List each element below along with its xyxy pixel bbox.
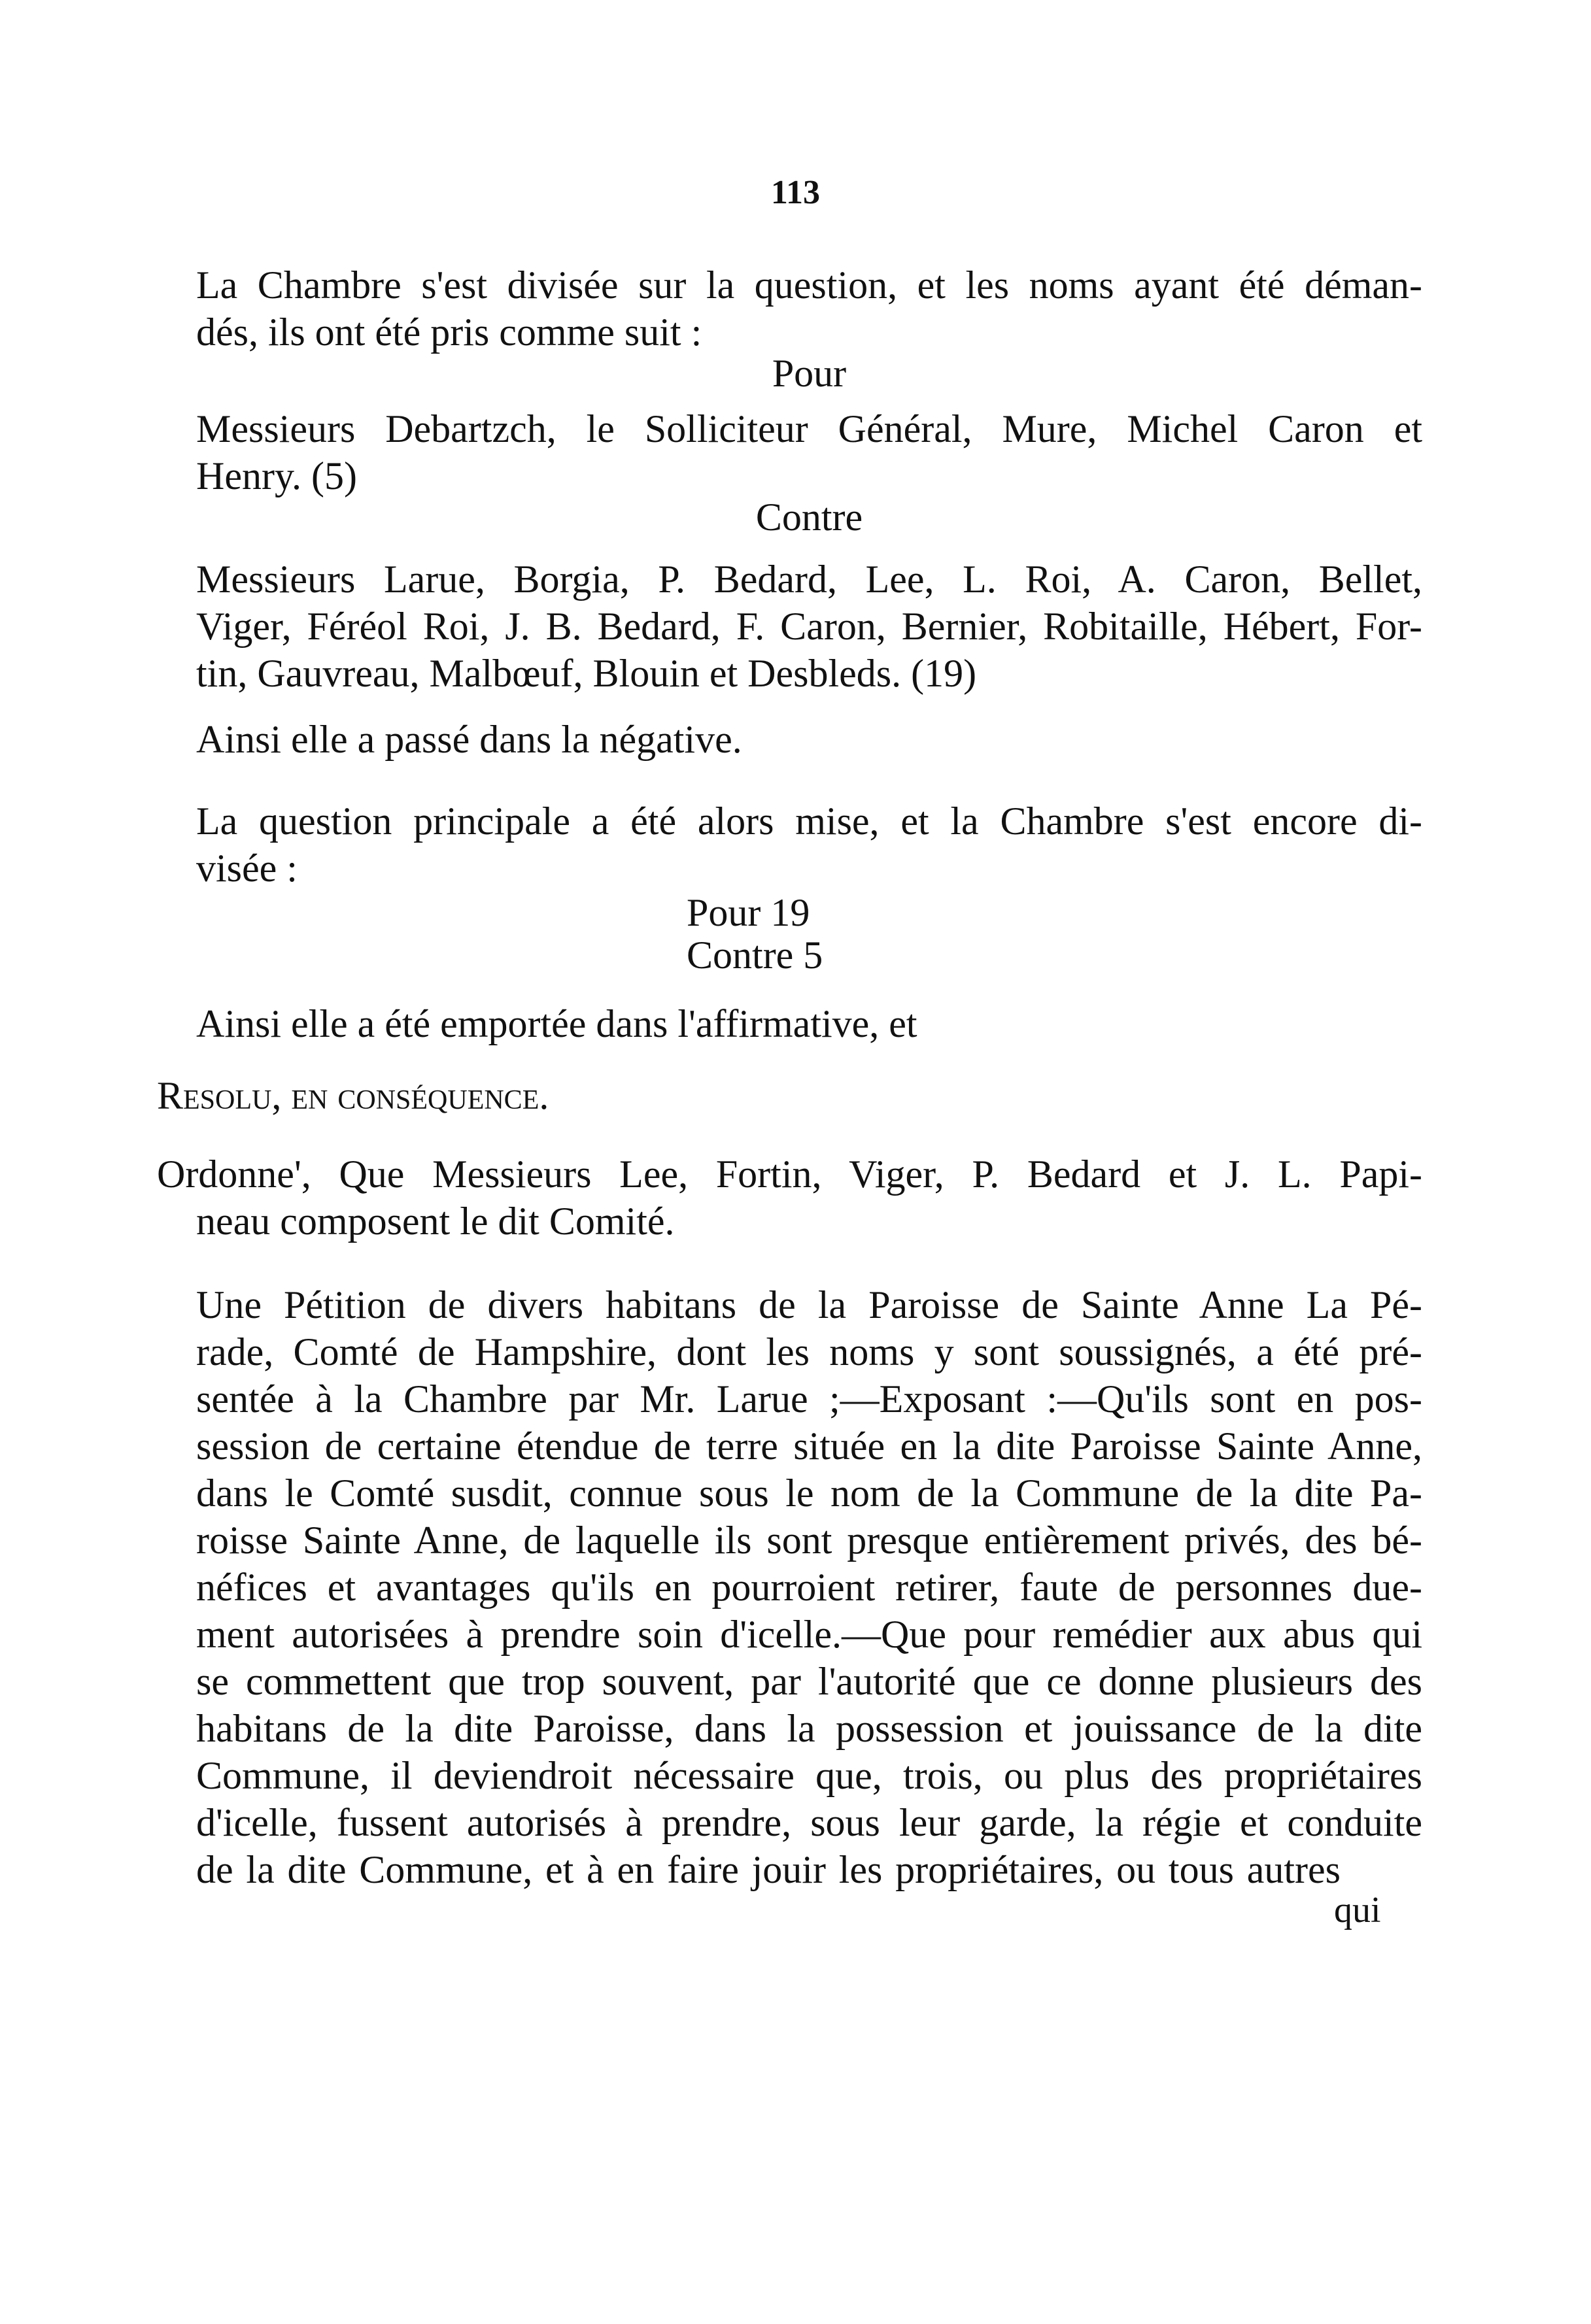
ordonne-line-2: neau composent le dit Comité. <box>196 1200 675 1243</box>
ordonne-line-1: Ordonne', Que Messieurs Lee, Fortin, Viger, P. Bedard et J. L. Papi- <box>157 1153 1422 1196</box>
petition-line-7: néfices et avantages qu'ils en pourroient retirer, faute de personnes due- <box>196 1566 1422 1609</box>
vote2-intro-line-1: La question principale a été alors mise, et la Chambre s'est encore di- <box>196 800 1422 843</box>
vote2-intro-line-2: visée : <box>196 847 298 890</box>
vote1-result: Ainsi elle a passé dans la négative. <box>196 718 742 761</box>
vote1-intro-line-2: dés, ils ont été pris comme suit : <box>196 311 702 354</box>
petition-line-3: sentée à la Chambre par Mr. Larue ;—Exposant :—Qu'ils sont en pos- <box>196 1377 1422 1421</box>
petition-line-9: se commettent que trop souvent, par l'autorité que ce donne plusieurs des <box>196 1660 1422 1703</box>
petition-line-13: de la dite Commune, et à en faire jouir les propriétaires, ou tous autres <box>196 1848 1341 1891</box>
vote1-contre-line-1: Messieurs Larue, Borgia, P. Bedard, Lee, L. Roi, A. Caron, Bellet, <box>196 558 1422 601</box>
vote2-contre: Contre 5 <box>687 934 823 977</box>
vote1-contre-line-2: Viger, Féréol Roi, J. B. Bedard, F. Caron, Bernier, Robitaille, Hébert, For- <box>196 605 1422 648</box>
vote1-pour-heading: Pour <box>772 352 847 395</box>
vote1-contre-heading: Contre <box>755 496 863 539</box>
petition-line-1: Une Pétition de divers habitans de la Paroisse de Sainte Anne La Pé- <box>196 1283 1422 1326</box>
vote1-contre-line-3: tin, Gauvreau, Malbœuf, Blouin et Desbleds. (19) <box>196 652 977 695</box>
catchword: qui <box>1334 1890 1381 1930</box>
petition-line-6: roisse Sainte Anne, de laquelle ils sont presque entièrement privés, des bé- <box>196 1519 1422 1562</box>
vote1-intro-line-1: La Chambre s'est divisée sur la question, et les noms ayant été déman- <box>196 263 1422 307</box>
petition-line-11: Commune, il deviendroit nécessaire que, trois, ou plus des propriétaires <box>196 1754 1422 1797</box>
petition-line-4: session de certaine étendue de terre située en la dite Paroisse Sainte Anne, <box>196 1424 1422 1468</box>
resolu-line: Resolu, en conséquence. <box>157 1074 549 1117</box>
page-number: 113 <box>770 174 821 211</box>
petition-line-5: dans le Comté susdit, connue sous le nom de la Commune de la dite Pa- <box>196 1472 1422 1515</box>
vote1-pour-line-1: Messieurs Debartzch, le Solliciteur Général, Mure, Michel Caron et <box>196 407 1422 450</box>
petition-line-10: habitans de la dite Paroisse, dans la possession et jouissance de la dite <box>196 1707 1422 1750</box>
petition-line-2: rade, Comté de Hampshire, dont les noms y sont soussignés, a été pré- <box>196 1330 1422 1373</box>
petition-line-12: d'icelle, fussent autorisés à prendre, sous leur garde, la régie et conduite <box>196 1801 1422 1844</box>
vote1-pour-line-2: Henry. (5) <box>196 454 358 497</box>
vote2-result: Ainsi elle a été emportée dans l'affirmative, et <box>196 1002 917 1045</box>
petition-line-8: ment autorisées à prendre soin d'icelle.—Que pour remédier aux abus qui <box>196 1613 1422 1656</box>
vote2-pour: Pour 19 <box>687 891 810 934</box>
